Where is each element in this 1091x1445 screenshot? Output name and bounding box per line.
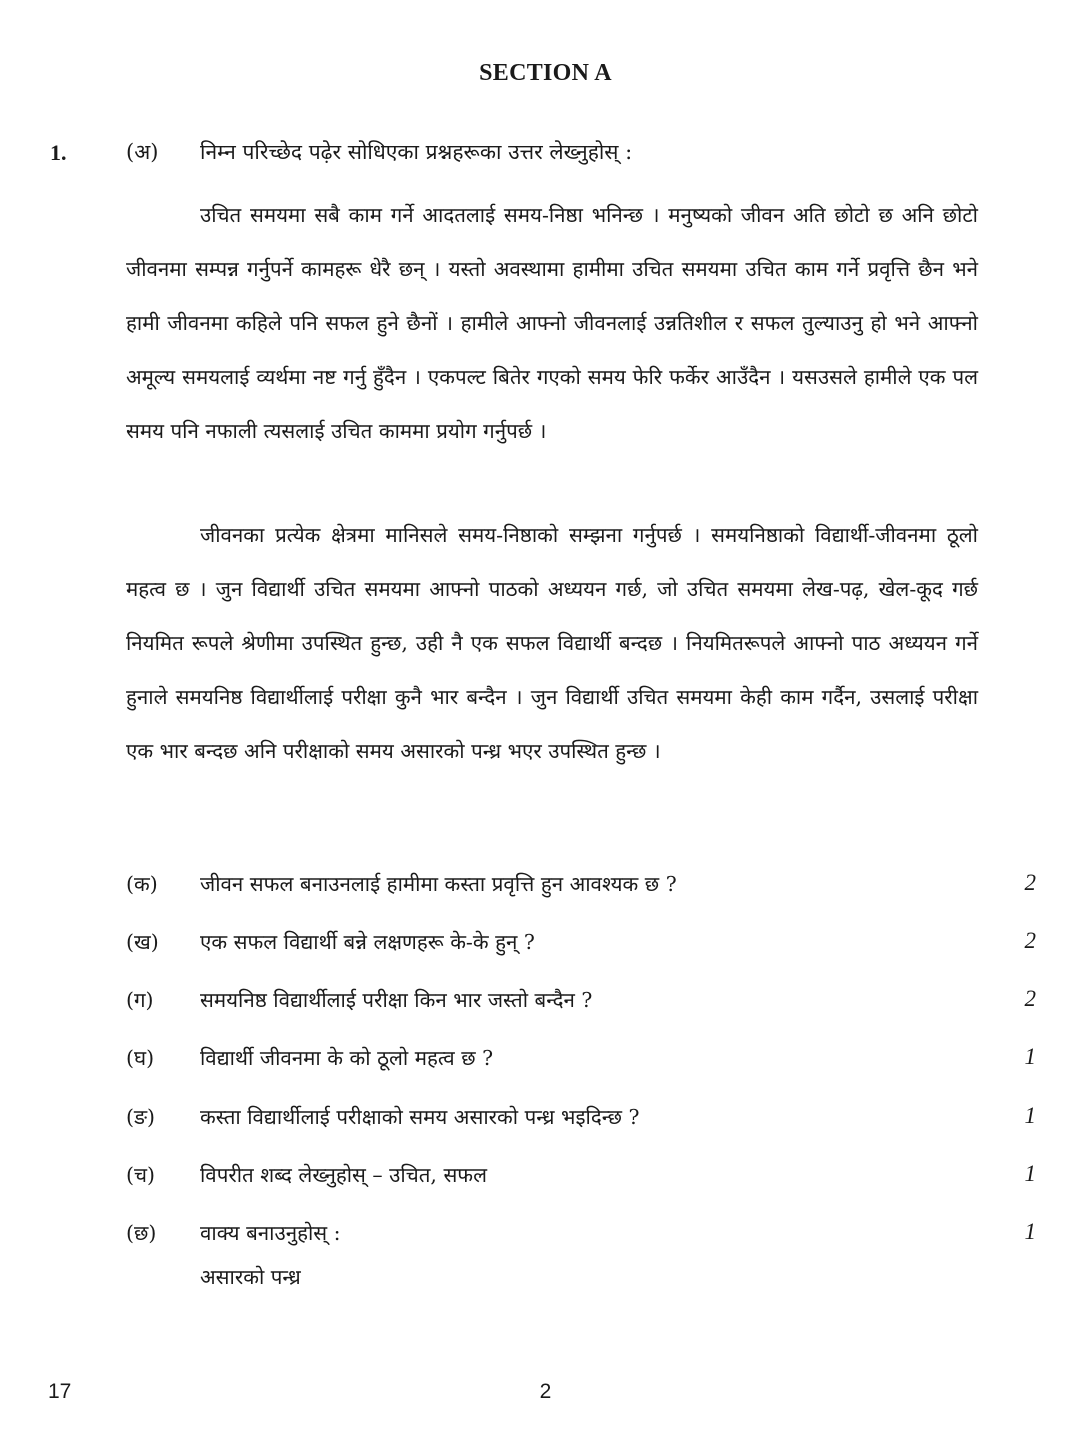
subquestion-marks: 1 xyxy=(1024,1103,1036,1128)
subquestion-text: एक सफल विद्यार्थी बन्ने लक्षणहरू के-के हुन् ? xyxy=(200,930,535,954)
subquestion-text: कस्ता विद्यार्थीलाई परीक्षाको समय असारको पन्ध्र भइदिन्छ ? xyxy=(200,1105,640,1129)
question-header xyxy=(126,138,632,166)
subquestion-phrase: असारको पन्ध्र xyxy=(200,1265,301,1289)
page-number: 2 xyxy=(539,1380,552,1403)
subquestion-text: विद्यार्थी जीवनमा के को ठूलो महत्व छ ? xyxy=(200,1046,494,1070)
subquestion-label: (घ) xyxy=(126,1046,155,1070)
subquestion-label: (क) xyxy=(126,872,158,896)
question-number: 1. xyxy=(50,140,67,165)
subquestion-ka xyxy=(126,870,1036,910)
subquestion-marks: 1 xyxy=(1024,1044,1036,1069)
subquestion-kha xyxy=(126,928,1036,968)
subquestion-nga xyxy=(126,1103,1036,1143)
subquestion-marks: 2 xyxy=(1024,928,1036,953)
subquestion-label: (ग) xyxy=(126,988,154,1012)
subquestion-chha xyxy=(126,1219,1036,1309)
section-title: SECTION A xyxy=(479,60,612,86)
subquestion-marks: 1 xyxy=(1024,1219,1036,1244)
paper-code: 17 xyxy=(48,1380,72,1403)
subquestion-cha xyxy=(126,1161,1036,1201)
subquestion-text: विपरीत शब्द लेख्नुहोस् – उचित, सफल xyxy=(200,1163,488,1187)
passage-paragraph-1: उचित समयमा सबै काम गर्ने आदतलाई समय-निष्ठा भनिन्छ । मनुष्यको जीवन अति छोटो छ अनि छोटो जीवनमा सम्पन्न गर्नुपर्ने कामहरू धेरै छन् । यस्तो अवस्थामा हामीमा उचित समयमा उचित काम गर्ने प्रवृत्ति छैन भने हामी जीवनमा कहिले पनि सफल हुने छैनों । हामीले आफ्नो जीवनलाई उन्नतिशील र सफल तुल्याउनु हो भने आफ्नो अमूल्य समयलाई व्यर्थमा नष्ट गर्नु हुँदैन । एकपल्ट बितेर गएको समय फेरि फर्केर आउँदैन । यसउसले हामीले एक पल समय पनि नफाली त्यसलाई उचित काममा प्रयोग गर्नुपर्छ । xyxy=(126,203,978,443)
subquestion-label: (ख) xyxy=(126,930,159,954)
subquestion-text: जीवन सफल बनाउनलाई हामीमा कस्ता प्रवृत्ति हुन आवश्यक छ ? xyxy=(200,872,677,896)
question-label: (अ) xyxy=(126,140,159,164)
passage-paragraph-2: जीवनका प्रत्येक क्षेत्रमा मानिसले समय-निष्ठाको सम्झना गर्नुपर्छ । समयनिष्ठाको विद्यार्थी-जीवनमा ठूलो महत्व छ । जुन विद्यार्थी उचित समयमा आफ्नो पाठको अध्ययन गर्छ, जो उचित समयमा लेख-पढ़, खेल-कूद गर्छ नियमित रूपले श्रेणीमा उपस्थित हुन्छ, उही नै एक सफल विद्यार्थी बन्दछ । नियमितरूपले आफ्नो पाठ अध्ययन गर्ने हुनाले समयनिष्ठ विद्यार्थीलाई परीक्षा कुनै भार बन्दैन । जुन विद्यार्थी उचित समयमा केही काम गर्दैन, उसलाई परीक्षा एक भार बन्दछ अनि परीक्षाको समय असारको पन्ध्र भएर उपस्थित हुन्छ । xyxy=(126,523,978,763)
subquestion-text: वाक्य बनाउनुहोस् : xyxy=(200,1221,341,1245)
subquestion-text: समयनिष्ठ विद्यार्थीलाई परीक्षा किन भार जस्तो बन्दैन ? xyxy=(200,988,593,1012)
subquestion-label: (छ) xyxy=(126,1221,157,1245)
subquestion-marks: 1 xyxy=(1024,1161,1036,1186)
subquestion-ga xyxy=(126,986,1036,1026)
subquestion-label: (ङ) xyxy=(126,1105,156,1129)
subquestion-marks: 2 xyxy=(1024,986,1036,1011)
subquestion-label: (च) xyxy=(126,1163,156,1187)
subquestion-gha xyxy=(126,1044,1036,1084)
question-instruction: निम्न परिच्छेद पढ़ेर सोधिएका प्रश्नहरूका उत्तर लेख्नुहोस् : xyxy=(200,140,633,164)
subquestion-marks: 2 xyxy=(1024,870,1036,895)
